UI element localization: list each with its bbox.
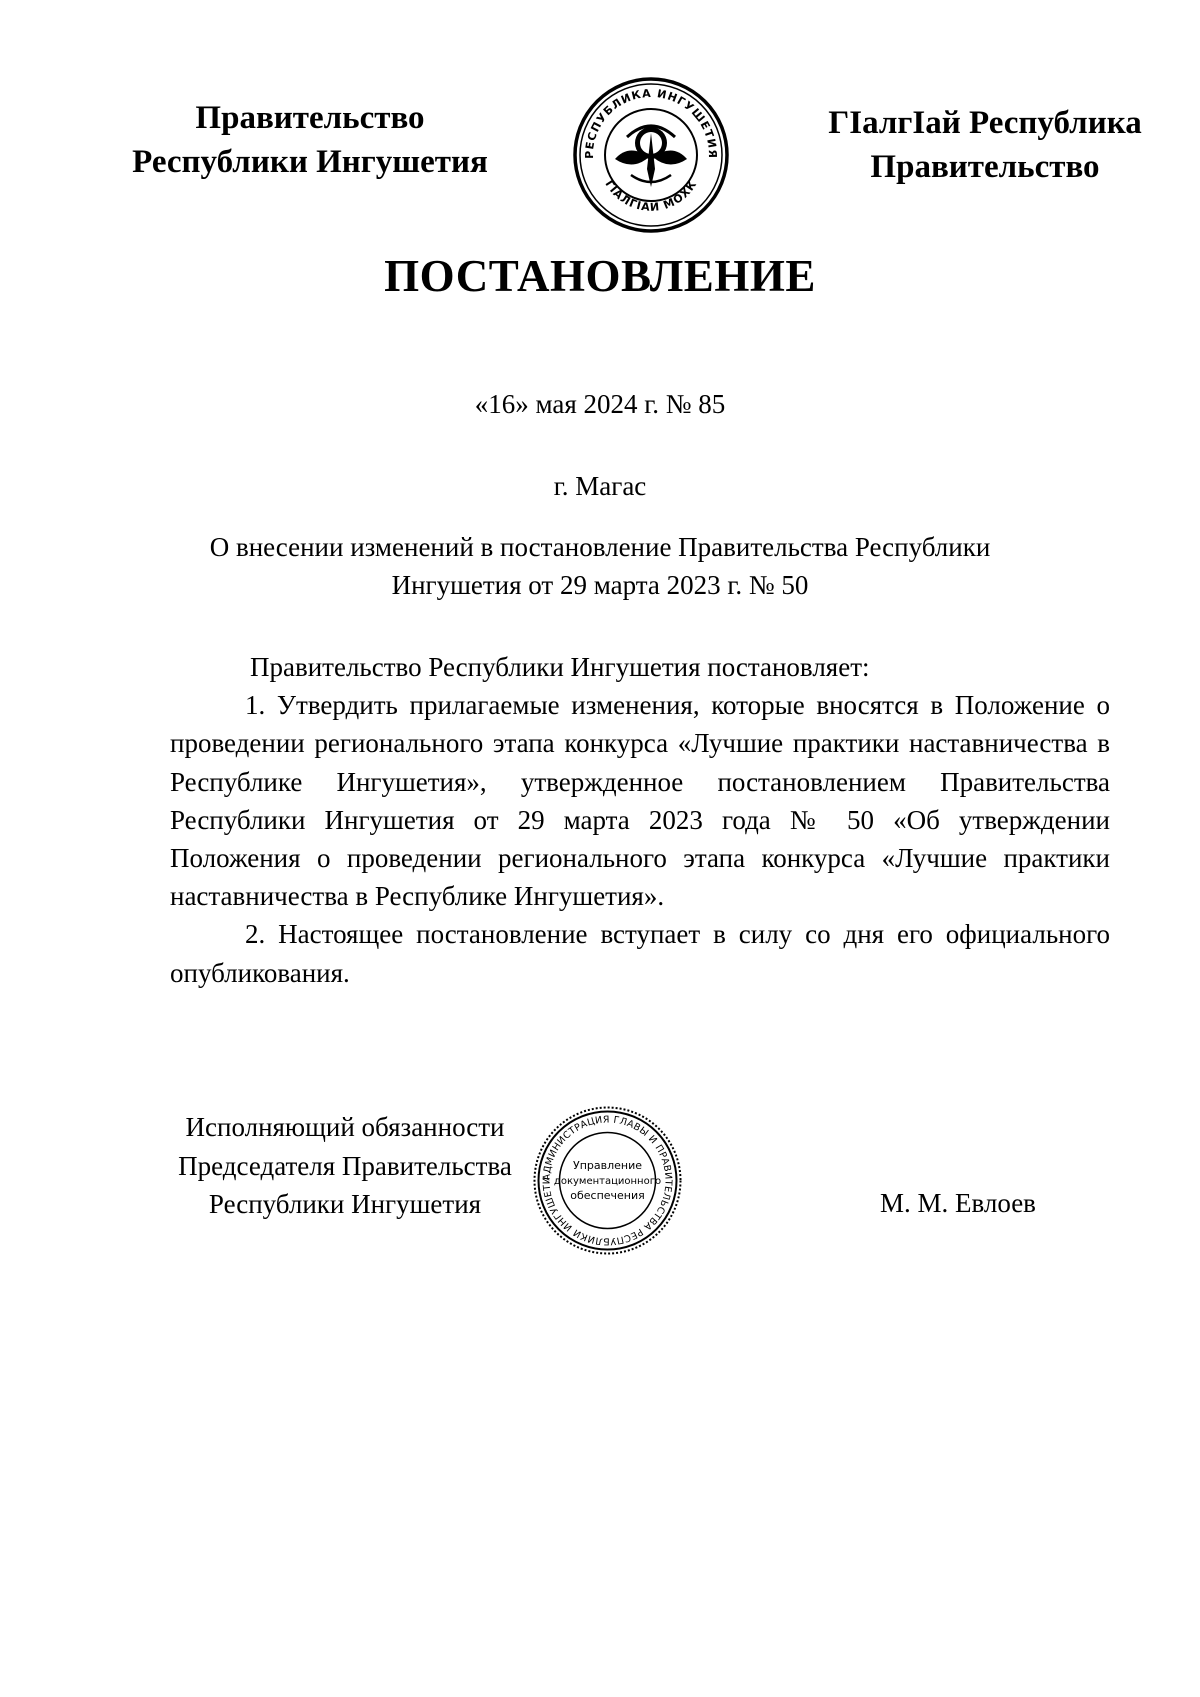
seal-ring-text: АДМИНИСТРАЦИЯ ГЛАВЫ И ПРАВИТЕЛЬСТВА РЕСПУБЛИКИ ИНГУШЕТИ [541,1114,674,1247]
document-title: ПОСТАНОВЛЕНИЕ [384,251,816,301]
document-date-number: «16» мая 2024 г. № 85 [474,389,726,419]
seal-center-line-2: документационного [553,1176,662,1187]
emblem-bottom-text: ГIАЛГIАЙ МОХК [602,177,700,214]
seal-center-line-3: обеспечения [570,1189,645,1202]
body-lead-paragraph: Правительство Республики Ингушетия постановляет: [250,652,870,682]
ingushetia-coat-of-arms-icon [571,75,731,235]
header-right-line-1: ГIалгIай Республика [828,105,1142,141]
document-body [170,648,1110,992]
signatory-position-line-1: Исполняющий обязанности [185,1112,505,1142]
header-left-authority [100,96,520,184]
svg-text:АДМИНИСТРАЦИЯ ГЛАВЫ И ПРАВИТЕЛ [530,1103,674,1247]
document-city: г. Магас [553,471,647,501]
official-seal-icon [530,1103,685,1258]
seal-center-line-1: Управление [572,1159,643,1172]
emblem-top-text: РЕСПУБЛИКА ИНГУШЕТИЯ [582,86,720,159]
header-left-line-2: Республики Ингушетия [132,144,488,180]
body-item-1: 1. Утвердить прилагаемые изменения, которые вносятся в Положение о проведении регионального этапа конкурса «Лучшие практики наставничества в Республике Ингушетия», утвержденное постановлением Правительства Республики Ингушетия от 29 марта 2023 года № 50 «Об утверждении Положения о проведении регионального этапа конкурса «Лучшие практики наставничества в Республике Ингушетия». [170,690,1110,912]
signatory-name: М. М. Евлоев [880,1188,1036,1218]
signatory-position-line-3: Республики Ингушетия [208,1189,482,1219]
signatory-position [160,1108,530,1224]
signatory-position-line-2: Председателя Правительства [178,1150,512,1181]
body-item-2: 2. Настоящее постановление вступает в силу со дня его официального опубликования. [170,919,1110,988]
subject-line-1: О внесении изменений в постановление Правительства Республики [209,532,991,562]
header-left-line-1: Правительство [195,100,425,136]
subject-line-2: Ингушетия от 29 марта 2023 г. № 50 [391,570,809,600]
header-right-authority [780,101,1190,189]
header-right-line-2: Правительство [870,149,1100,185]
document-subject [0,528,1200,604]
